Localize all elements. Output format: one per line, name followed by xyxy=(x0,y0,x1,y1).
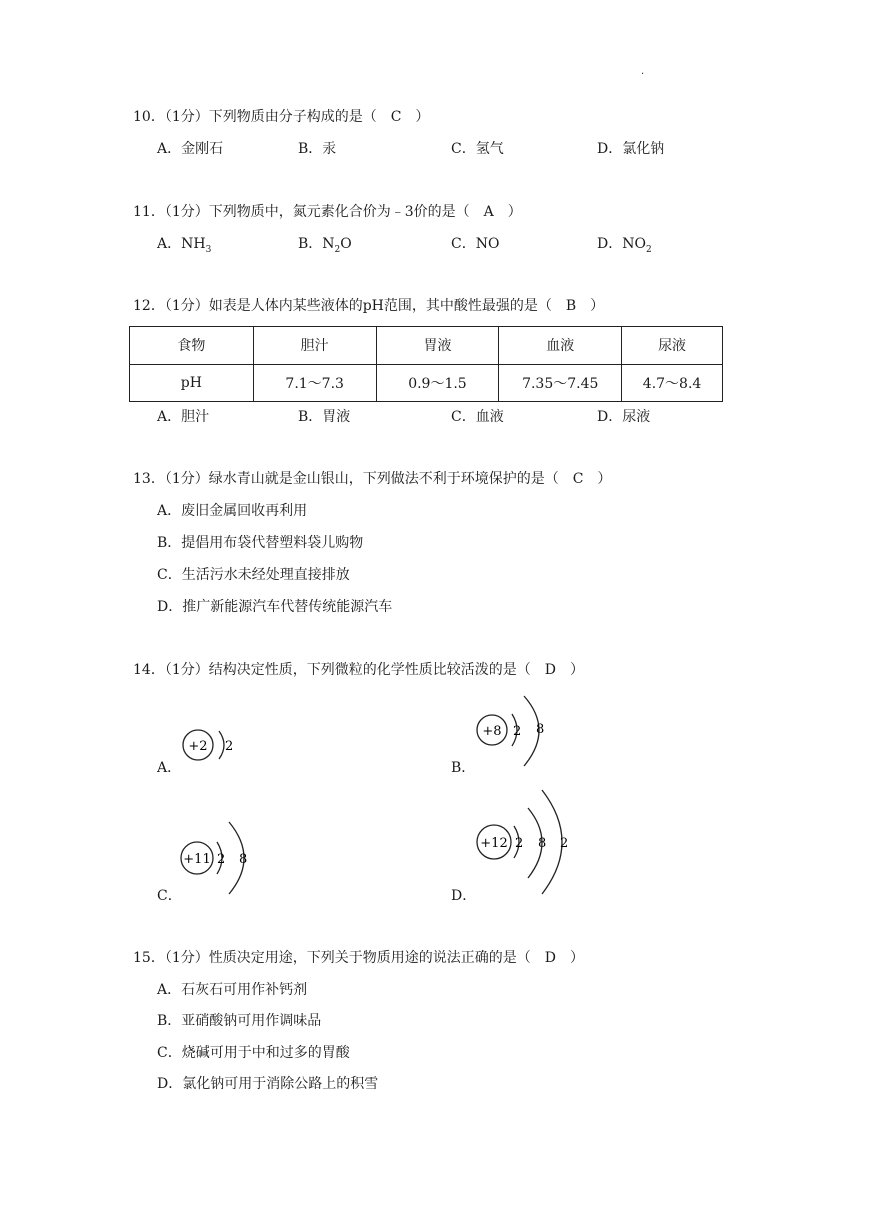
q10-option-c: C．氢气 xyxy=(451,141,504,157)
shell-electron-count: 8 xyxy=(239,852,248,867)
q13-option-c: C．生活污水未经处理直接排放 xyxy=(157,567,350,583)
ph-table-header-row xyxy=(130,327,723,365)
q15-option-b: B．亚硝酸钠可用作调味品 xyxy=(157,1013,322,1029)
shell-electron-count: 2 xyxy=(217,852,226,867)
q14-option-b: B． xyxy=(451,760,476,776)
ph-table-value-row xyxy=(130,364,723,402)
shell-electron-count: 8 xyxy=(538,836,547,851)
page-dot: . xyxy=(641,66,645,77)
table-cell: 尿液 xyxy=(622,327,723,365)
question-11-stem: 11．（1分）下列物质中，氮元素化合价为﹣3价的是（ A ） xyxy=(133,204,522,220)
atom-diagram-c xyxy=(175,814,260,900)
q10-option-b: B．汞 xyxy=(298,141,337,157)
question-12-stem: 12．（1分）如表是人体内某些液体的pH范围，其中酸性最强的是（ B ） xyxy=(133,298,605,314)
shell-electron-count: 2 xyxy=(513,724,522,739)
q10-option-d: D．氯化钠 xyxy=(597,141,665,157)
q14-option-d: D． xyxy=(451,888,477,904)
question-14-stem: 14．（1分）结构决定性质，下列微粒的化学性质比较活泼的是（ D ） xyxy=(133,662,584,678)
nucleus-charge: +12 xyxy=(480,836,508,851)
q11-option-c: C．NO xyxy=(451,236,500,252)
q13-option-a: A．废旧金属回收再利用 xyxy=(157,503,308,519)
atom-diagram-b xyxy=(470,688,560,774)
table-cell: 胆汁 xyxy=(253,327,376,365)
table-cell: 胃液 xyxy=(376,327,499,365)
q15-option-a: A．石灰石可用作补钙剂 xyxy=(157,982,308,998)
table-cell: 食物 xyxy=(130,327,254,365)
q15-option-d: D．氯化钠可用于消除公路上的积雪 xyxy=(157,1076,379,1092)
ph-table xyxy=(129,326,723,402)
q13-option-d: D．推广新能源汽车代替传统能源汽车 xyxy=(157,599,393,615)
shell-electron-count: 2 xyxy=(515,836,524,851)
table-cell: 4.7～8.4 xyxy=(622,364,723,402)
q12-option-d: D．尿液 xyxy=(597,409,651,425)
nucleus-charge: +11 xyxy=(183,852,211,867)
q12-option-c: C．血液 xyxy=(451,409,504,425)
q11-option-a: A．$NH_3$ xyxy=(157,236,212,255)
table-cell: 7.1～7.3 xyxy=(253,364,376,402)
table-cell: pH xyxy=(130,364,254,402)
question-13-stem: 13．（1分）绿水青山就是金山银山，下列做法不利于环境保护的是（ C ） xyxy=(133,471,612,487)
q13-option-b: B．提倡用布袋代替塑料袋儿购物 xyxy=(157,535,364,551)
shell-electron-count: 8 xyxy=(536,722,545,737)
nucleus-charge: +8 xyxy=(482,724,502,739)
q11-option-b: B．$N_2O$ xyxy=(298,236,352,255)
atom-diagram-a xyxy=(175,719,245,771)
question-10-stem: 10．（1分）下列物质由分子构成的是（ C ） xyxy=(133,109,430,125)
question-15-stem: 15．（1分）性质决定用途，下列关于物质用途的说法正确的是（ D ） xyxy=(133,950,584,966)
q11-option-d: D．$NO_2$ xyxy=(597,236,652,255)
shell-electron-count: 2 xyxy=(560,836,569,851)
q14-option-c: C． xyxy=(157,888,182,904)
q12-option-b: B．胃液 xyxy=(298,409,351,425)
q14-option-a: A． xyxy=(157,760,182,776)
q15-option-c: C．烧碱可用于中和过多的胃酸 xyxy=(157,1045,350,1061)
table-cell: 血液 xyxy=(499,327,622,365)
table-cell: 7.35～7.45 xyxy=(499,364,622,402)
q10-option-a: A．金刚石 xyxy=(157,141,224,157)
electron-shell-arc xyxy=(219,731,224,759)
q12-option-a: A．胆汁 xyxy=(157,409,210,425)
table-cell: 0.9～1.5 xyxy=(376,364,499,402)
nucleus-charge: +2 xyxy=(188,739,208,754)
shell-electron-count: 2 xyxy=(225,739,234,754)
atom-diagram-d xyxy=(472,786,582,898)
